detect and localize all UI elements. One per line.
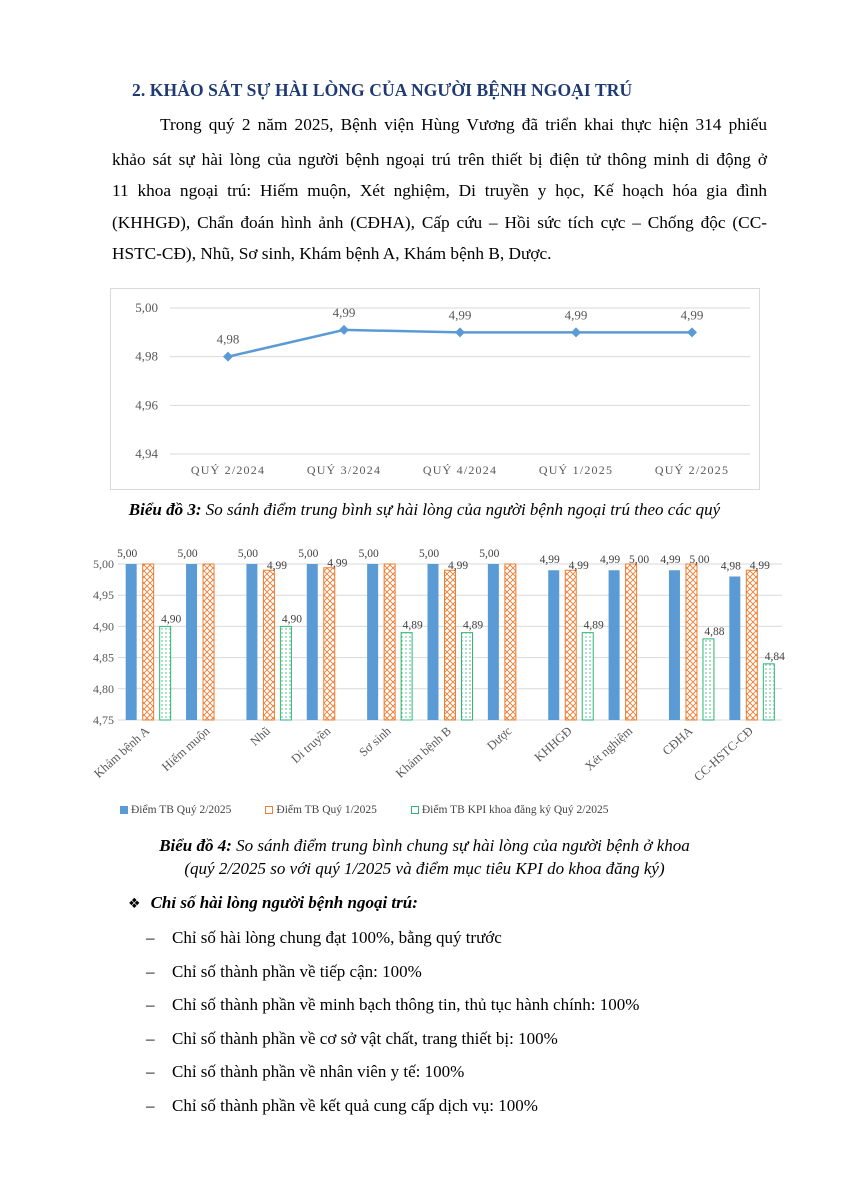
chart-3-x-tick: QUÝ 1/2025 — [538, 463, 614, 477]
chart-4-caption-label: Biểu đồ 4: — [159, 836, 232, 855]
chart-4-data-label: 5,00 — [237, 548, 258, 560]
chart-4-data-label: 4,89 — [462, 619, 484, 632]
chart-4-data-label: 4,99 — [539, 554, 560, 567]
chart-4-bar-3 — [462, 633, 473, 720]
list-item — [146, 928, 502, 948]
chart-4-bar-2 — [746, 570, 757, 720]
chart-4-x-tick: Khám bệnh B — [393, 723, 455, 781]
chart-4-data-label: 4,90 — [281, 613, 302, 626]
chart-3-data-label: 4,99 — [680, 307, 704, 323]
chart-4-bar-1 — [246, 564, 257, 720]
legend-swatch — [120, 806, 128, 814]
chart-4-bar-3 — [763, 664, 774, 720]
intro-line: 11 khoa ngoại trú: Hiếm muộn, Xét nghiệm, Di truyền y học, Kế hoạch hóa gia đình — [112, 181, 767, 200]
chart-4-bar-2 — [565, 570, 576, 720]
chart-3-x-tick: QUÝ 3/2024 — [306, 463, 382, 477]
dash-icon: – — [146, 995, 155, 1014]
chart-4-x-tick: KHHGĐ — [531, 723, 575, 765]
chart-4-bar-1 — [669, 570, 680, 720]
chart-3-caption — [0, 500, 849, 520]
legend-label: Điểm TB Quý 2/2025 — [131, 804, 232, 816]
dash-icon: – — [146, 1062, 155, 1081]
legend-swatch — [265, 806, 273, 814]
chart-4-bar-2 — [686, 564, 697, 720]
chart-4-x-tick: CĐHA — [659, 723, 696, 758]
chart-4-bar-1 — [488, 564, 499, 720]
list-item — [146, 1096, 538, 1116]
list-item — [146, 1062, 464, 1082]
chart-4-data-label: 5,00 — [418, 548, 440, 560]
chart-4-y-tick: 4,95 — [93, 588, 114, 603]
chart-4-y-tick: 4,85 — [93, 650, 114, 665]
dash-icon: – — [146, 962, 155, 981]
chart-4-bar-3 — [160, 626, 171, 720]
chart-4-y-tick: 4,75 — [93, 713, 114, 727]
diamond-bullet-icon: ❖ — [128, 896, 141, 912]
chart-4-data-label: 4,84 — [764, 650, 785, 663]
chart-4-bar-2 — [143, 564, 154, 720]
chart-3-y-tick: 4,94 — [135, 446, 158, 461]
list-item-text: Chỉ số thành phần về minh bạch thông tin, thủ tục hành chính: 100% — [172, 995, 640, 1014]
section-title — [128, 893, 418, 913]
chart-3-x-tick: QUÝ 2/2025 — [654, 463, 730, 477]
chart-4-data-label: 4,89 — [402, 619, 423, 632]
chart-4-data-label: 5,00 — [479, 548, 500, 560]
list-item-text: Chỉ số thành phần về kết quả cung cấp dịch vụ: 100% — [172, 1096, 538, 1115]
chart-3-x-tick: QUÝ 4/2024 — [422, 463, 498, 477]
chart-4-data-label: 4,99 — [749, 560, 770, 573]
chart-4-bar-3 — [582, 633, 593, 720]
list-item-text: Chỉ số thành phần về nhân viên y tế: 100% — [172, 1062, 465, 1081]
chart-4-x-tick: Sơ sinh — [356, 723, 394, 760]
chart-3-caption-label: Biểu đồ 3: — [128, 500, 202, 519]
chart-3-data-label: 4,99 — [564, 307, 588, 323]
dash-icon: – — [146, 1096, 155, 1115]
chart-4-data-label: 4,89 — [583, 619, 604, 632]
list-item — [146, 1029, 558, 1049]
chart-4-bar-1 — [126, 564, 137, 720]
chart-4-data-label: 4,99 — [660, 554, 681, 567]
intro-line: Trong quý 2 năm 2025, Bệnh viện Hùng Vương đã triển khai thực hiện 314 phiếu — [160, 115, 767, 134]
chart-4-data-label: 4,99 — [600, 554, 621, 567]
legend-item — [120, 804, 231, 816]
chart-4-bar-2 — [445, 570, 456, 720]
chart-4-data-label: 4,99 — [568, 560, 589, 573]
chart-4-data-label: 5,00 — [689, 554, 710, 566]
intro-line: khảo sát sự hài lòng của người bệnh ngoại trú trên thiết bị điện tử thông minh di động ở — [112, 150, 767, 169]
chart-4-y-tick: 4,80 — [93, 681, 114, 696]
legend-item — [265, 804, 376, 816]
chart-4-y-tick: 4,90 — [93, 619, 114, 634]
chart-3-y-tick: 4,96 — [135, 397, 158, 413]
chart-4-data-label: 5,00 — [298, 548, 319, 560]
list-item-text: Chỉ số thành phần về tiếp cận: 100% — [172, 962, 422, 981]
legend-swatch — [411, 806, 419, 814]
chart-4-data-label: 5,00 — [117, 548, 138, 560]
chart-3-data-label: 4,99 — [332, 304, 356, 320]
dash-icon: – — [146, 928, 155, 947]
chart-4-x-tick: CC-HSTC-CĐ — [691, 723, 756, 784]
chart-3-x-tick: QUÝ 2/2024 — [190, 463, 266, 477]
section-title-text: Chỉ số hài lòng người bệnh ngoại trú: — [150, 893, 418, 912]
chart-4-bar-1 — [428, 564, 439, 720]
chart-4-x-tick: Khám bệnh A — [91, 723, 153, 781]
chart-4-x-tick: Di truyền — [288, 723, 334, 767]
section-heading: 2. KHẢO SÁT SỰ HÀI LÒNG CỦA NGƯỜI BỆNH NGOẠI TRÚ — [132, 80, 633, 100]
chart-4-bar-2 — [203, 564, 214, 720]
chart-4-bar-1 — [548, 570, 559, 720]
chart-4-bar-2 — [263, 570, 274, 720]
chart-4-bar-2 — [505, 564, 516, 720]
legend-label: Điểm TB Quý 1/2025 — [276, 804, 377, 816]
chart-3-data-label: 4,99 — [448, 307, 472, 323]
chart-4-data-label: 5,00 — [177, 548, 198, 560]
chart-4-bar-3 — [280, 626, 291, 720]
chart-4-data-label: 4,88 — [704, 625, 725, 638]
chart-4-bar-1 — [307, 564, 318, 720]
chart-4-y-tick: 5,00 — [93, 557, 114, 571]
legend-item — [411, 804, 609, 816]
chart-3-frame — [111, 289, 760, 490]
chart-4-data-label: 5,00 — [629, 554, 650, 566]
chart-3-line — [110, 288, 760, 490]
chart-3-caption-text: So sánh điểm trung bình sự hài lòng của người bệnh ngoại trú theo các quý — [201, 500, 721, 519]
list-item-text: Chỉ số thành phần về cơ sở vật chất, trang thiết bị: 100% — [172, 1029, 558, 1048]
chart-4-caption — [0, 836, 849, 856]
list-item — [146, 962, 422, 982]
chart-3-y-tick: 4,98 — [135, 348, 158, 364]
chart-4-caption-line2: (quý 2/2025 so với quý 1/2025 và điểm mục tiêu KPI do khoa đăng ký) — [184, 859, 665, 878]
list-item-text: Chỉ số hài lòng chung đạt 100%, bằng quý trước — [172, 928, 502, 947]
chart-4-x-tick: Dược — [484, 723, 515, 753]
chart-4-data-label: 4,99 — [266, 560, 287, 573]
chart-4-bar-1 — [367, 564, 378, 720]
chart-3-data-label: 4,98 — [216, 331, 240, 347]
chart-4-caption-text: So sánh điểm trung bình chung sự hài lòng của người bệnh ở khoa — [231, 836, 690, 855]
chart-4-bar-2 — [626, 564, 637, 720]
chart-4-bar — [60, 535, 790, 800]
chart-4-legend — [120, 804, 643, 817]
chart-4-x-tick: Nhũ — [247, 723, 273, 749]
chart-4-data-label: 4,99 — [327, 557, 348, 570]
dash-icon: – — [146, 1029, 155, 1048]
chart-4-bar-2 — [384, 564, 395, 720]
chart-4-data-label: 4,90 — [161, 613, 182, 626]
list-item — [146, 995, 639, 1015]
chart-4-data-label: 4,98 — [720, 560, 741, 573]
chart-4-data-label: 5,00 — [358, 548, 379, 560]
chart-4-data-label: 4,99 — [447, 560, 469, 573]
intro-line: HSTC-CĐ), Nhũ, Sơ sinh, Khám bệnh A, Khám bệnh B, Dược. — [112, 244, 552, 263]
legend-label: Điểm TB KPI khoa đăng ký Quý 2/2025 — [421, 804, 609, 816]
chart-4-bar-1 — [186, 564, 197, 720]
chart-4-x-tick: Hiếm muộn — [159, 723, 213, 774]
intro-line: (KHHGĐ), Chẩn đoán hình ảnh (CĐHA), Cấp cứu – Hồi sức tích cực – Chống độc (CC- — [112, 213, 767, 232]
chart-3-y-tick: 5,00 — [135, 300, 158, 315]
chart-4-bar-3 — [703, 639, 714, 720]
chart-4-bar-2 — [324, 568, 335, 720]
chart-4-bar-1 — [609, 570, 620, 720]
chart-4-bar-3 — [401, 633, 412, 720]
chart-4-x-tick: Xét nghiệm — [582, 723, 636, 774]
chart-4-bar-1 — [729, 576, 740, 720]
